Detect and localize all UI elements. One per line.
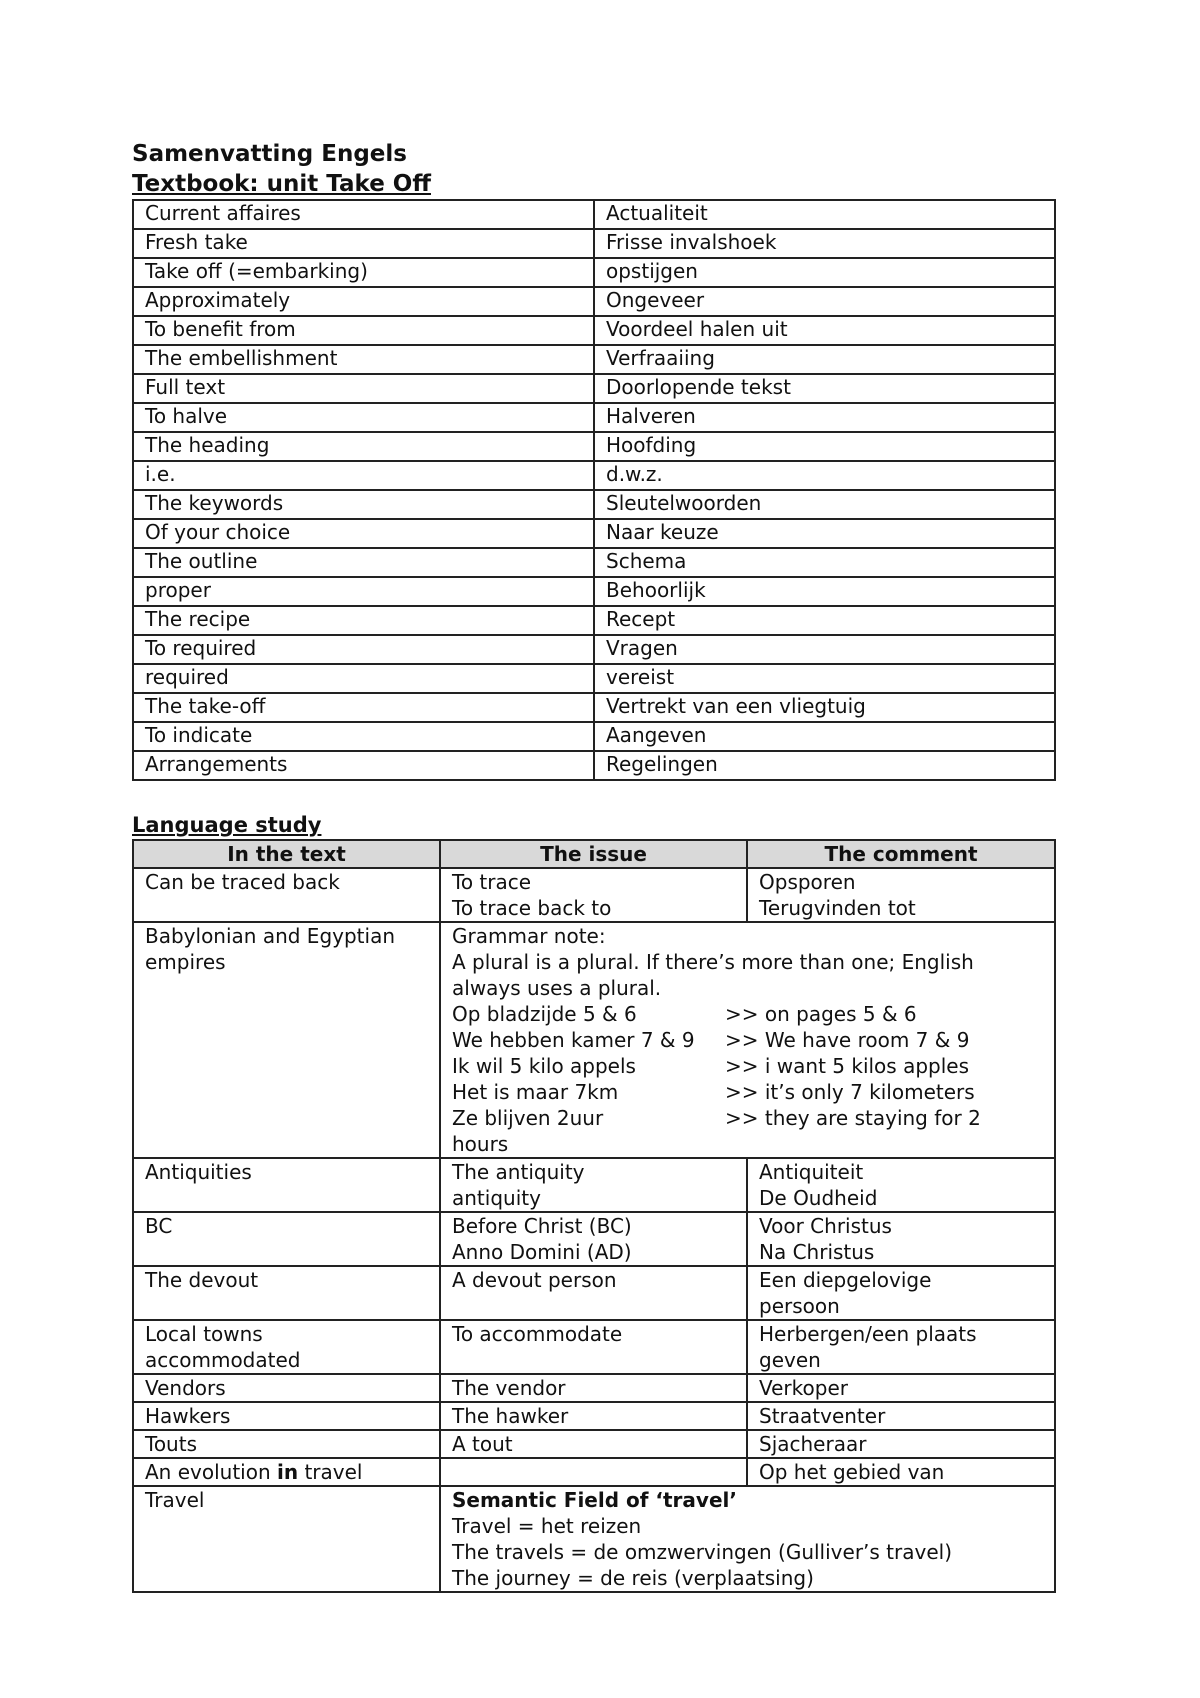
- table-row: [133, 664, 1055, 693]
- cell-line: accommodated: [145, 1348, 301, 1372]
- english-term: To required: [133, 635, 594, 664]
- dutch-translation: Naar keuze: [594, 519, 1055, 548]
- cell-line: To accommodate: [452, 1322, 623, 1346]
- cell-line: empires: [145, 950, 226, 974]
- column-header: In the text: [133, 840, 440, 868]
- english-term: The take-off: [133, 693, 594, 722]
- cell-line: Anno Domini (AD): [452, 1240, 632, 1264]
- english-term: To halve: [133, 403, 594, 432]
- cell-text-bold: in: [277, 1460, 299, 1484]
- grammar-example: [452, 1053, 1043, 1079]
- table-row: [133, 229, 1055, 258]
- in-the-text-cell: [133, 1374, 440, 1402]
- cell-line: Local towns: [145, 1322, 263, 1346]
- comment-cell: [747, 1430, 1055, 1458]
- table-row: [133, 374, 1055, 403]
- in-the-text-cell: [133, 922, 440, 1158]
- cell-line: Herbergen/een plaats: [759, 1322, 977, 1346]
- document-page: [132, 140, 1054, 1593]
- language-study-heading: Language study: [132, 813, 322, 837]
- issue-cell: [440, 1320, 747, 1374]
- column-header: The comment: [747, 840, 1055, 868]
- english-term: required: [133, 664, 594, 693]
- semantic-field-heading: Semantic Field of ‘travel’: [452, 1488, 737, 1512]
- cell-line: Babylonian and Egyptian: [145, 924, 395, 948]
- dutch-translation: Recept: [594, 606, 1055, 635]
- cell-line: Antiquiteit: [759, 1160, 864, 1184]
- table-row: [133, 316, 1055, 345]
- cell-line: Terugvinden tot: [759, 896, 916, 920]
- cell-line: To trace: [452, 870, 532, 894]
- table-row: [133, 1402, 1055, 1430]
- issue-cell: [440, 868, 747, 922]
- cell-line: hours: [452, 1132, 509, 1156]
- english-term: Full text: [133, 374, 594, 403]
- issue-cell: [440, 1158, 747, 1212]
- cell-line: Before Christ (BC): [452, 1214, 632, 1238]
- dutch-translation: Schema: [594, 548, 1055, 577]
- table-row: [133, 287, 1055, 316]
- comment-cell: [747, 868, 1055, 922]
- table-row: [133, 751, 1055, 780]
- cell-line: Verkoper: [759, 1376, 848, 1400]
- comment-cell: [747, 1158, 1055, 1212]
- issue-cell: [440, 1458, 747, 1486]
- in-the-text-cell: Travel: [133, 1486, 440, 1592]
- cell-line: Antiquities: [145, 1160, 252, 1184]
- cell-line: To trace back to: [452, 896, 612, 920]
- table-row: [133, 577, 1055, 606]
- table-row: [133, 403, 1055, 432]
- english-term: To indicate: [133, 722, 594, 751]
- cell-line: Straatventer: [759, 1404, 886, 1428]
- table-row: [133, 1320, 1055, 1374]
- comment-cell: [747, 1320, 1055, 1374]
- example-english: >> they are staying for 2: [725, 1106, 981, 1130]
- dutch-translation: vereist: [594, 664, 1055, 693]
- comment-cell: [747, 1402, 1055, 1430]
- example-english: >> i want 5 kilos apples: [725, 1054, 969, 1078]
- cell-line: A plural is a plural. If there’s more than one; English: [452, 950, 974, 974]
- table-header-row: [133, 840, 1055, 868]
- english-term: To benefit from: [133, 316, 594, 345]
- cell-line: Touts: [145, 1432, 197, 1456]
- example-dutch: Op bladzijde 5 & 6: [452, 1002, 637, 1026]
- comment-cell: [747, 1212, 1055, 1266]
- example-english: >> on pages 5 & 6: [725, 1002, 917, 1026]
- example-english: >> We have room 7 & 9: [725, 1028, 970, 1052]
- dutch-translation: Aangeven: [594, 722, 1055, 751]
- grammar-note-cell: [440, 922, 1055, 1158]
- table-row: [133, 1430, 1055, 1458]
- english-term: Arrangements: [133, 751, 594, 780]
- grammar-example: [452, 1105, 1043, 1131]
- english-term: Take off (=embarking): [133, 258, 594, 287]
- in-the-text-cell: [133, 1320, 440, 1374]
- cell-text: travel: [298, 1460, 363, 1484]
- grammar-example: [452, 1027, 1043, 1053]
- table-row: [133, 693, 1055, 722]
- table-row: [133, 258, 1055, 287]
- cell-line: The devout: [145, 1268, 259, 1292]
- document-subtitle: Textbook: unit Take Off: [132, 171, 431, 197]
- table-row: [133, 635, 1055, 664]
- english-term: Current affaires: [133, 200, 594, 229]
- table-row: [133, 461, 1055, 490]
- table-row: [133, 519, 1055, 548]
- english-term: The embellishment: [133, 345, 594, 374]
- in-the-text-cell: [133, 1266, 440, 1320]
- comment-cell: Op het gebied van: [747, 1458, 1055, 1486]
- issue-cell: [440, 1402, 747, 1430]
- cell-line: Opsporen: [759, 870, 856, 894]
- dutch-translation: Voordeel halen uit: [594, 316, 1055, 345]
- table-row: [133, 722, 1055, 751]
- cell-line: geven: [759, 1348, 821, 1372]
- example-dutch: Ik wil 5 kilo appels: [452, 1054, 636, 1078]
- table-row: [133, 1266, 1055, 1320]
- table-row: [133, 432, 1055, 461]
- dutch-translation: Doorlopende tekst: [594, 374, 1055, 403]
- dutch-translation: Verfraaiing: [594, 345, 1055, 374]
- table-row: [133, 868, 1055, 922]
- comment-cell: [747, 1266, 1055, 1320]
- dutch-translation: Regelingen: [594, 751, 1055, 780]
- issue-cell: [440, 1212, 747, 1266]
- cell-text: An evolution: [145, 1460, 277, 1484]
- table-row: [133, 1158, 1055, 1212]
- in-the-text-cell: [133, 1158, 440, 1212]
- in-the-text-cell: [133, 1402, 440, 1430]
- table-row: [133, 548, 1055, 577]
- in-the-text-cell: [133, 1458, 440, 1486]
- example-dutch: Het is maar 7km: [452, 1080, 619, 1104]
- english-term: The recipe: [133, 606, 594, 635]
- table-row: [133, 345, 1055, 374]
- grammar-note-row: [133, 922, 1055, 1158]
- english-term: i.e.: [133, 461, 594, 490]
- grammar-example: [452, 1001, 1043, 1027]
- english-term: The outline: [133, 548, 594, 577]
- in-the-text-cell: [133, 868, 440, 922]
- english-term: Of your choice: [133, 519, 594, 548]
- cell-line: antiquity: [452, 1186, 541, 1210]
- dutch-translation: Ongeveer: [594, 287, 1055, 316]
- cell-line: Vendors: [145, 1376, 226, 1400]
- cell-line: A devout person: [452, 1268, 617, 1292]
- dutch-translation: Sleutelwoorden: [594, 490, 1055, 519]
- cell-line: A tout: [452, 1432, 513, 1456]
- table-row: [133, 200, 1055, 229]
- issue-cell: [440, 1266, 747, 1320]
- cell-line: Can be traced back: [145, 870, 340, 894]
- grammar-note-title: Grammar note:: [452, 924, 606, 948]
- dutch-translation: Halveren: [594, 403, 1055, 432]
- cell-line: The hawker: [452, 1404, 569, 1428]
- cell-line: always uses a plural.: [452, 976, 662, 1000]
- dutch-translation: Vragen: [594, 635, 1055, 664]
- dutch-translation: Vertrekt van een vliegtuig: [594, 693, 1055, 722]
- cell-line: Hawkers: [145, 1404, 231, 1428]
- issue-cell: [440, 1374, 747, 1402]
- semantic-field-row: [133, 1486, 1055, 1592]
- cell-line: Een diepgelovige: [759, 1268, 932, 1292]
- in-the-text-cell: [133, 1430, 440, 1458]
- english-term: Fresh take: [133, 229, 594, 258]
- english-term: The heading: [133, 432, 594, 461]
- issue-cell: [440, 1430, 747, 1458]
- dutch-translation: Actualiteit: [594, 200, 1055, 229]
- table-row: [133, 606, 1055, 635]
- example-dutch: We hebben kamer 7 & 9: [452, 1028, 695, 1052]
- cell-line: Na Christus: [759, 1240, 875, 1264]
- language-study-table: [132, 839, 1056, 1593]
- table-row: [133, 490, 1055, 519]
- dutch-translation: Behoorlijk: [594, 577, 1055, 606]
- cell-line: De Oudheid: [759, 1186, 878, 1210]
- dutch-translation: opstijgen: [594, 258, 1055, 287]
- table-row: [133, 1212, 1055, 1266]
- grammar-example: [452, 1079, 1043, 1105]
- cell-line: persoon: [759, 1294, 840, 1318]
- cell-line: The vendor: [452, 1376, 566, 1400]
- cell-line: Voor Christus: [759, 1214, 892, 1238]
- cell-line: BC: [145, 1214, 173, 1238]
- column-header: The issue: [440, 840, 747, 868]
- table-row: [133, 1374, 1055, 1402]
- comment-cell: [747, 1374, 1055, 1402]
- english-term: The keywords: [133, 490, 594, 519]
- dutch-translation: Hoofding: [594, 432, 1055, 461]
- english-term: proper: [133, 577, 594, 606]
- semantic-field-cell: [440, 1486, 1055, 1592]
- vocabulary-table: [132, 199, 1056, 781]
- cell-line: The antiquity: [452, 1160, 585, 1184]
- cell-line: Sjacheraar: [759, 1432, 867, 1456]
- table-row: [133, 1458, 1055, 1486]
- dutch-translation: Frisse invalshoek: [594, 229, 1055, 258]
- example-dutch: Ze blijven 2uur: [452, 1106, 604, 1130]
- dutch-translation: d.w.z.: [594, 461, 1055, 490]
- cell-line: Travel = het reizen: [452, 1514, 642, 1538]
- cell-line: The travels = de omzwervingen (Gulliver’s travel): [452, 1540, 952, 1564]
- example-english: >> it’s only 7 kilometers: [725, 1080, 975, 1104]
- english-term: Approximately: [133, 287, 594, 316]
- cell-line: The journey = de reis (verplaatsing): [452, 1566, 814, 1590]
- document-title: Samenvatting Engels: [132, 141, 407, 167]
- in-the-text-cell: [133, 1212, 440, 1266]
